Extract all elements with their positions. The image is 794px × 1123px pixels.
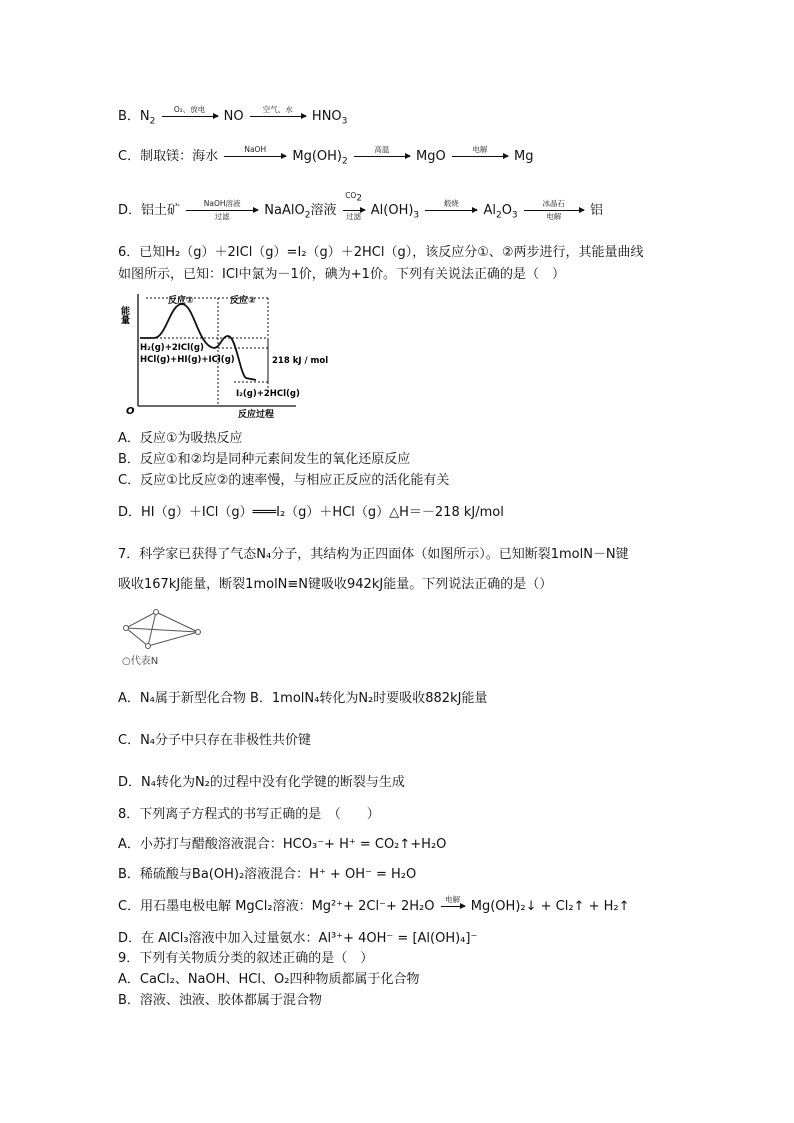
q7-stem-line1: 7．科学家已获得了气态N₄分子，其结构为正四面体（如图所示）。已知断裂1molN－N键 xyxy=(118,547,629,562)
q8-option-c: C．用石墨电极电解 MgCl₂溶液：Mg²⁺+ 2Cl⁻+ 2H₂O 电解 Mg(OH)₂↓ + Cl₂↑ + H₂↑ xyxy=(118,895,630,914)
q8-option-a: A．小苏打与醋酸溶液混合：HCO₃⁻+ H⁺ = CO₂↑+H₂O xyxy=(118,837,447,852)
q8-option-b: B．稀硫酸与Ba(OH)₂溶液混合：H⁺ + OH⁻ = H₂O xyxy=(118,867,417,882)
q6-option-a: A．反应①为吸热反应 xyxy=(118,431,243,446)
q7-stem-line2: 吸收167kJ能量，断裂1molN≡N键吸收942kJ能量。下列说法正确的是（） xyxy=(118,577,553,592)
reaction-axis-label: 反应过程 xyxy=(238,410,275,420)
origin-label: O xyxy=(126,406,135,417)
q6-stem-line1: 6．已知H₂（g）＋2ICl（g）=I₂（g）＋2HCl（g），该反应分①、②两步进行，其能量曲线 xyxy=(118,245,644,260)
q8-stem: 8．下列离子方程式的书写正确的是 （ ） xyxy=(118,807,380,822)
q9-option-b: B．溶液、浊液、胶体都属于混合物 xyxy=(118,993,322,1008)
q6-option-c: C．反应①比反应②的速率慢，与相应正反应的活化能有关 xyxy=(118,473,450,488)
option-d-aluminum: D．铝土矿 NaOH溶液 过滤 NaAlO$_2$溶液 $CO_2$ 过滤 $Al(OH)_3$ 煅烧 $Al_2O_3$ 冰晶石 电解 铝 xyxy=(118,191,603,221)
energy-axis-label: 能量 xyxy=(119,306,129,324)
state1-label: H₂(g)+2ICl(g) xyxy=(140,343,204,353)
q9-stem: 9．下列有关物质分类的叙述正确的是（ ） xyxy=(118,951,374,966)
q6-option-b: B．反应①和②均是同种元素间发生的氧化还原反应 xyxy=(118,452,411,467)
q7-option-d: D．N₄转化为N₂的过程中没有化学键的断裂与生成 xyxy=(118,775,405,790)
q6-option-d: D．HI（g）＋ICl（g）═══I₂（g）＋HCl（g）△H＝－218 kJ/mol xyxy=(118,505,504,520)
q6-stem-line2: 如图所示，已知：ICl中氯为－1价，碘为+1价。下列有关说法正确的是（ ） xyxy=(118,267,565,282)
option-b-nitrogen: B．$N_2$ O₂、放电 NO 空气、水 $HNO_3$ xyxy=(118,105,348,127)
option-c-magnesium: C．制取镁：海水 NaOH $Mg(OH)_2$ 高温 MgO 电解 Mg xyxy=(118,145,534,167)
state2-label: HCl(g)+HI(g)+ICl(g) xyxy=(140,355,235,365)
step1-label: 反应① xyxy=(168,296,194,306)
q7-option-c: C．N₄分子中只存在非极性共价键 xyxy=(118,733,312,748)
tetrahedron-figure xyxy=(118,604,208,668)
q9-option-a: A．CaCl₂、NaOH、HCl、O₂四种物质都属于化合物 xyxy=(118,972,420,987)
state3-label: I₂(g)+2HCl(g) xyxy=(236,389,300,399)
energy-curve xyxy=(140,304,256,380)
q7-options-ab: A．N₄属于新型化合物 B．1molN₄转化为N₂时要吸收882kJ能量 xyxy=(118,691,488,706)
energy-diagram xyxy=(118,290,329,420)
tetrahedron-legend: ○代表N xyxy=(122,656,159,667)
q8-option-d: D．在 AlCl₃溶液中加入过量氨水：Al³⁺+ 4OH⁻ = [Al(OH)₄]⁻ xyxy=(118,931,478,946)
step2-label: 反应② xyxy=(230,296,256,306)
delta-h-label: 218 kJ / mol xyxy=(272,356,329,366)
